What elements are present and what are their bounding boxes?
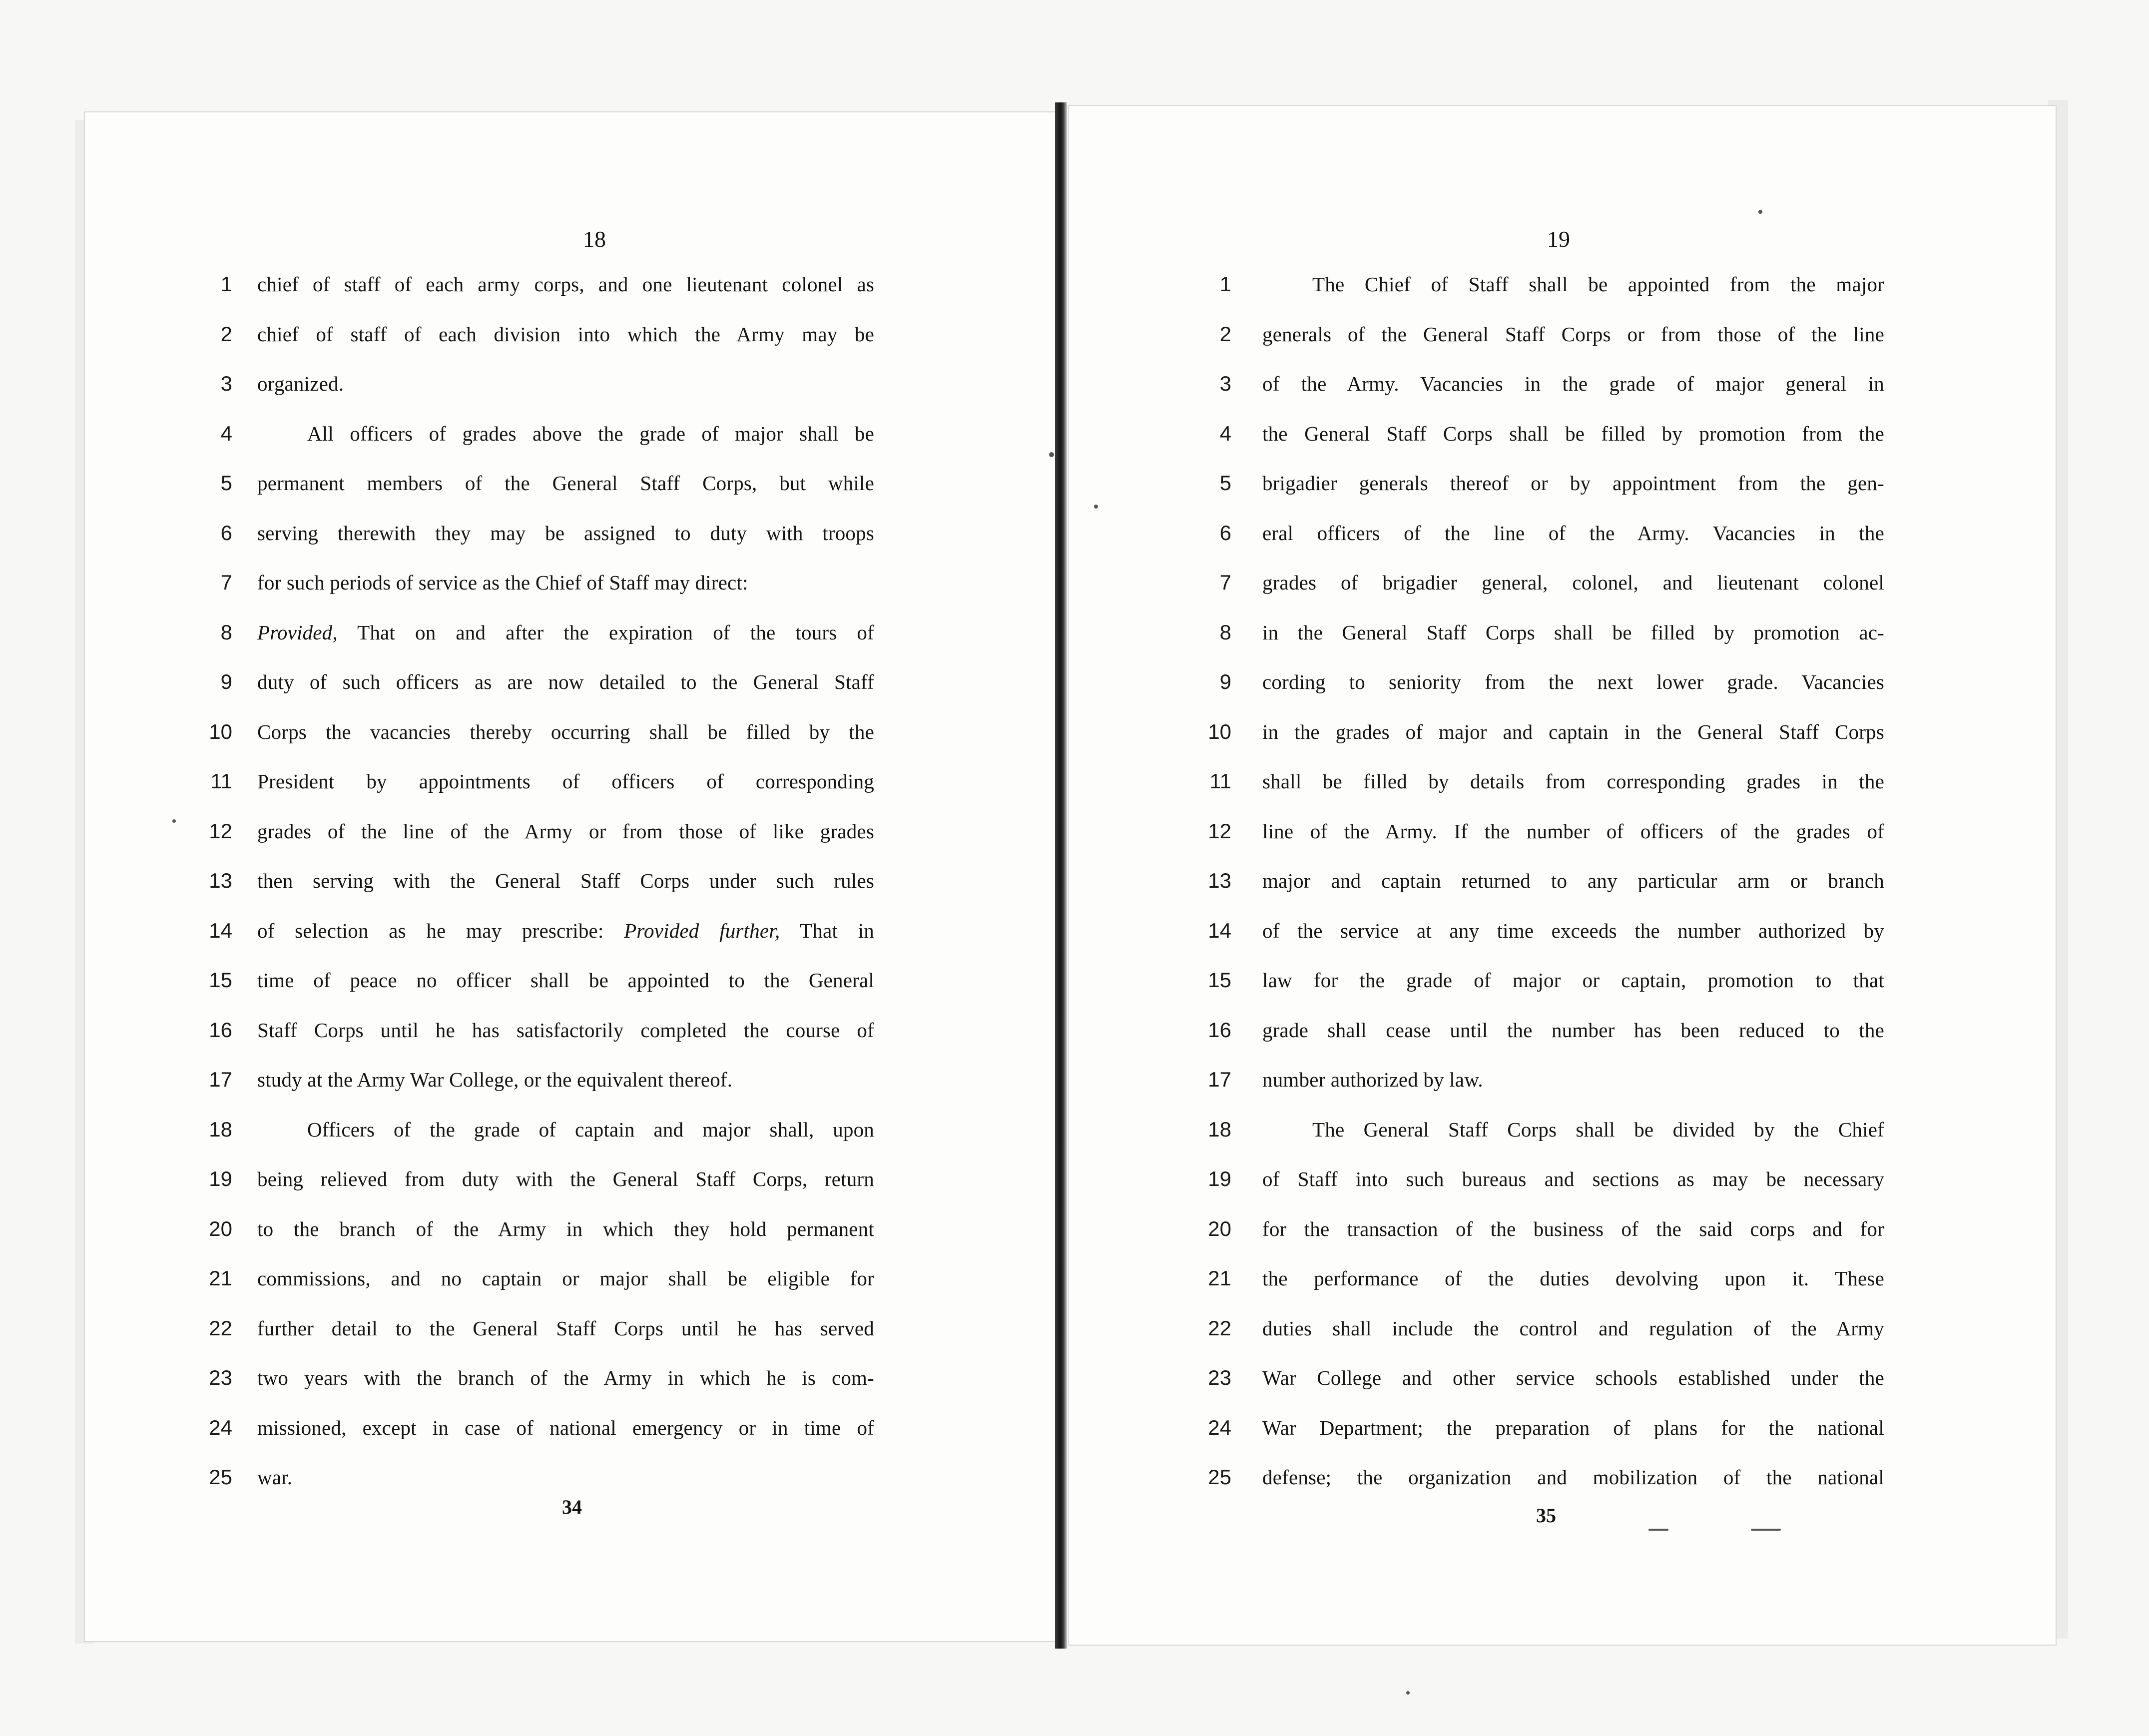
line-text: major and captain returned to any particular arm or branch	[1262, 869, 1884, 892]
line-text: generals of the General Staff Corps or from those of the line	[1262, 322, 1884, 346]
text-line	[1171, 769, 1884, 819]
line-text: further detail to the General Staff Corps until he has served	[257, 1316, 874, 1340]
line-text: for the transaction of the business of the said corps and for	[1262, 1217, 1884, 1240]
line-number: 15	[209, 968, 232, 992]
text-line	[172, 620, 874, 670]
line-number: 19	[1208, 1167, 1231, 1190]
line-text: for such periods of service as the Chief of Staff may direct:	[257, 571, 748, 594]
line-text: The Chief of Staff shall be appointed from the major	[1312, 273, 1884, 296]
text-line	[172, 571, 874, 620]
text-line	[172, 322, 874, 372]
left-folio-number: 34	[562, 1496, 582, 1518]
text-line	[1171, 521, 1884, 571]
text-line	[172, 1118, 874, 1167]
line-number: 7	[220, 571, 232, 594]
line-text: Officers of the grade of captain and major shall, upon	[307, 1118, 874, 1141]
text-line	[1171, 869, 1884, 919]
speck	[1049, 452, 1054, 457]
text-line	[172, 272, 874, 322]
line-number: 20	[209, 1216, 232, 1240]
text-line	[1171, 322, 1884, 372]
text-line	[1171, 1167, 1884, 1217]
line-text: law for the grade of major or captain, promotion to that	[1262, 969, 1884, 992]
text-line	[1171, 819, 1884, 869]
text-line	[1171, 1118, 1884, 1167]
line-number: 14	[209, 918, 232, 942]
line-text: chief of staff of each division into which the Army may be	[257, 322, 874, 346]
text-line	[172, 1018, 874, 1068]
text-line	[1171, 620, 1884, 670]
line-number: 22	[1208, 1316, 1231, 1340]
line-text: the performance of the duties devolving upon it. These	[1262, 1267, 1884, 1290]
line-text: War College and other service schools established under the	[1262, 1366, 1884, 1389]
line-number: 9	[1219, 670, 1231, 693]
line-text: The General Staff Corps shall be divided by the Chief	[1312, 1118, 1884, 1141]
line-number: 5	[220, 471, 232, 495]
line-number: 5	[1219, 471, 1231, 495]
text-line	[1171, 422, 1884, 472]
line-number: 25	[1208, 1465, 1231, 1489]
line-number: 20	[1208, 1216, 1231, 1240]
text-line	[172, 670, 874, 720]
text-line	[172, 1266, 874, 1316]
line-number: 3	[220, 372, 232, 395]
line-text: grades of brigadier general, colonel, and lieutenant colonel	[1262, 571, 1884, 594]
right-page-number: 19	[1547, 226, 1570, 252]
line-text: War Department; the preparation of plans for the national	[1262, 1416, 1884, 1439]
line-number: 24	[209, 1415, 232, 1439]
text-line	[1171, 1217, 1884, 1267]
text-line	[172, 422, 874, 472]
text-line	[172, 372, 874, 422]
text-line	[172, 1217, 874, 1267]
line-text: being relieved from duty with the General Staff Corps, return	[257, 1167, 874, 1190]
text-line	[1171, 1266, 1884, 1316]
text-line	[172, 769, 874, 819]
line-number: 15	[1208, 968, 1231, 992]
right-folio-number: 35	[1536, 1504, 1556, 1527]
text-line	[1171, 272, 1884, 322]
text-line	[172, 1316, 874, 1366]
line-number: 8	[1219, 620, 1231, 644]
left-page-number: 18	[583, 226, 606, 252]
dash-mark	[1751, 1529, 1781, 1531]
line-text: of Staff into such bureaus and sections as may be necessary	[1262, 1167, 1884, 1190]
text-line	[172, 819, 874, 869]
line-text: of selection as he may prescribe: Provided further, That in	[257, 919, 874, 942]
line-number: 2	[1219, 322, 1231, 346]
text-line	[1171, 471, 1884, 521]
text-line	[1171, 1366, 1884, 1416]
text-line	[172, 869, 874, 919]
text-line	[1171, 670, 1884, 720]
text-line	[172, 1366, 874, 1416]
text-line	[1171, 1316, 1884, 1366]
line-number: 17	[209, 1068, 232, 1091]
line-text: permanent members of the General Staff Corps, but while	[257, 472, 874, 495]
line-text: number authorized by law.	[1262, 1068, 1483, 1091]
line-text: of the service at any time exceeds the number authorized by	[1262, 919, 1884, 942]
line-number: 25	[209, 1465, 232, 1489]
text-line	[172, 1416, 874, 1466]
line-number: 10	[1208, 719, 1231, 743]
line-text: missioned, except in case of national emergency or in time of	[257, 1416, 874, 1439]
line-text: time of peace no officer shall be appointed to the General	[257, 969, 874, 992]
line-number: 10	[209, 719, 232, 743]
text-line	[1171, 968, 1884, 1018]
line-number: 6	[1219, 521, 1231, 545]
line-text: line of the Army. If the number of officers of the grades of	[1262, 819, 1884, 843]
text-line	[172, 919, 874, 969]
line-number: 12	[209, 819, 232, 843]
line-number: 16	[1208, 1018, 1231, 1042]
line-text: chief of staff of each army corps, and one lieutenant colonel as	[257, 273, 874, 296]
line-number: 14	[1208, 918, 1231, 942]
line-text: in the grades of major and captain in the General Staff Corps	[1262, 720, 1884, 743]
line-text: in the General Staff Corps shall be filled by promotion ac-	[1262, 620, 1884, 644]
line-text: All officers of grades above the grade of major shall be	[307, 422, 874, 445]
line-number: 23	[209, 1366, 232, 1389]
line-text: President by appointments of officers of corresponding	[257, 770, 874, 793]
line-text: shall be filled by details from corresponding grades in the	[1262, 770, 1884, 793]
text-line	[172, 720, 874, 770]
line-number: 16	[209, 1018, 232, 1042]
text-line	[1171, 571, 1884, 620]
line-number: 11	[1209, 769, 1231, 793]
text-line	[1171, 720, 1884, 770]
text-line	[172, 1167, 874, 1217]
line-number: 8	[220, 620, 232, 644]
line-number: 1	[1219, 272, 1231, 296]
speck	[172, 819, 176, 823]
line-text: defense; the organization and mobilization of the national	[1262, 1466, 1884, 1489]
line-number: 12	[1208, 819, 1231, 843]
line-number: 6	[220, 521, 232, 545]
line-text: then serving with the General Staff Corps under such rules	[257, 869, 874, 892]
line-number: 24	[1208, 1415, 1231, 1439]
line-text: grades of the line of the Army or from those of like grades	[257, 819, 874, 843]
line-number: 23	[1208, 1366, 1231, 1389]
line-text: two years with the branch of the Army in which he is com-	[257, 1366, 874, 1389]
line-number: 13	[209, 869, 232, 892]
line-number: 2	[220, 322, 232, 346]
speck	[1094, 505, 1098, 509]
text-line	[172, 521, 874, 571]
text-line	[172, 968, 874, 1018]
book-gutter	[1055, 102, 1067, 1649]
line-number: 17	[1208, 1068, 1231, 1091]
line-text: of the Army. Vacancies in the grade of major general in	[1262, 372, 1884, 395]
line-number: 1	[220, 272, 232, 296]
text-line	[1171, 919, 1884, 969]
speck	[1758, 210, 1762, 214]
text-line	[1171, 372, 1884, 422]
line-text: eral officers of the line of the Army. Vacancies in the	[1262, 521, 1884, 545]
text-line	[1171, 1018, 1884, 1068]
line-number: 4	[1219, 421, 1231, 445]
text-line	[1171, 1416, 1884, 1466]
line-number: 11	[210, 769, 232, 793]
speck	[1406, 1691, 1410, 1695]
line-number: 7	[1219, 571, 1231, 594]
line-text: brigadier generals thereof or by appointment from the gen-	[1262, 472, 1884, 495]
line-number: 9	[220, 670, 232, 693]
line-text: study at the Army War College, or the equivalent thereof.	[257, 1068, 733, 1091]
line-text: commissions, and no captain or major shall be eligible for	[257, 1267, 874, 1290]
line-text: Corps the vacancies thereby occurring shall be filled by the	[257, 720, 874, 743]
line-text: Provided, That on and after the expiration of the tours of	[257, 620, 874, 644]
line-text: war.	[257, 1466, 293, 1489]
line-text: to the branch of the Army in which they hold permanent	[257, 1217, 874, 1240]
line-number: 22	[209, 1316, 232, 1340]
line-number: 13	[1208, 869, 1231, 892]
line-text: duty of such officers as are now detailed to the General Staff	[257, 670, 874, 693]
line-text: serving therewith they may be assigned to duty with troops	[257, 521, 874, 545]
line-text: duties shall include the control and regulation of the Army	[1262, 1316, 1884, 1340]
text-line	[172, 1068, 874, 1118]
text-line	[172, 471, 874, 521]
line-text: Staff Corps until he has satisfactorily completed the course of	[257, 1018, 874, 1042]
line-text: cording to seniority from the next lower grade. Vacancies	[1262, 670, 1884, 693]
line-text: the General Staff Corps shall be filled by promotion from the	[1262, 422, 1884, 445]
line-text: grade shall cease until the number has been reduced to the	[1262, 1018, 1884, 1042]
dash-mark	[1648, 1529, 1668, 1531]
line-number: 21	[209, 1266, 232, 1290]
line-number: 18	[1208, 1117, 1231, 1141]
line-number: 21	[1208, 1266, 1231, 1290]
line-number: 3	[1219, 372, 1231, 395]
line-number: 19	[209, 1167, 232, 1190]
line-number: 18	[209, 1117, 232, 1141]
text-line	[1171, 1068, 1884, 1118]
line-number: 4	[220, 421, 232, 445]
line-text: organized.	[257, 372, 344, 395]
